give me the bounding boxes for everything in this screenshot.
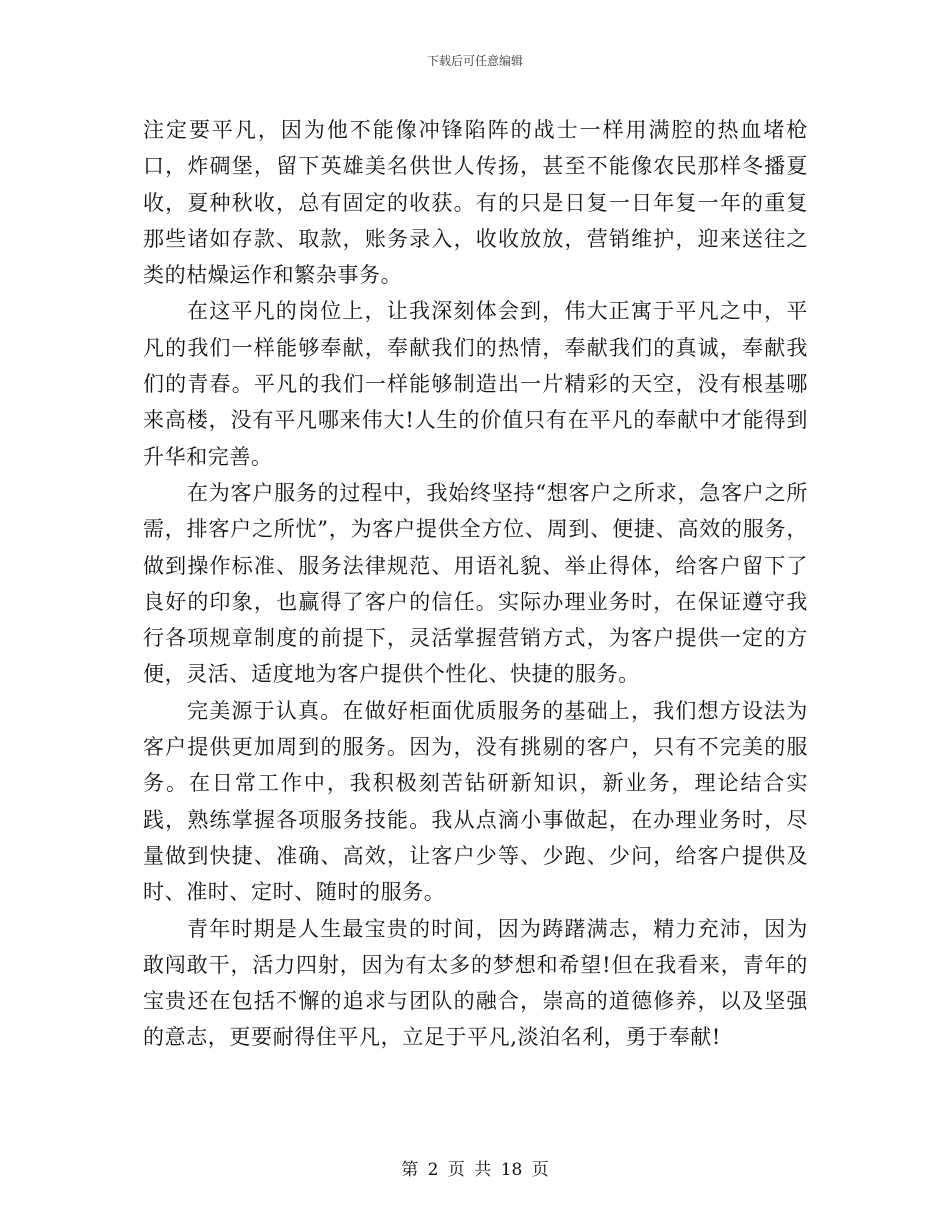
page-header-note: 下载后可任意编辑 xyxy=(426,54,523,68)
paragraph-4: 完美源于认真。在做好柜面优质服务的基础上，我们想方设法为客户提供更加周到的服务。因为，没有挑剔的客户，只有不完美的服务。在日常工作中，我积极刻苦钻研新知识，新业务，理论结合实践，熟练掌握各项服务技能。我从点滴小事做起，在办理业务时，尽量做到快捷、准确、高效，让客户少等、少跑、少问，给客户提供及时、准时、定时、随时的服务。 xyxy=(143,698,808,905)
paragraph-1: 注定要平凡，因为他不能像冲锋陷阵的战士一样用满腔的热血堵枪口，炸碉堡，留下英雄美名供世人传扬，甚至不能像农民那样冬播夏收，夏种秋收，总有固定的收获。有的只是日复一日年复一年的重复那些诸如存款、取款，账务录入，收收放放，营销维护，迎来送往之类的枯燥运作和繁杂事务。 xyxy=(143,118,808,288)
document-body xyxy=(143,112,808,1056)
page-number-footer: 第 2 页 共 18 页 xyxy=(401,1160,549,1180)
paragraph-2: 在这平凡的岗位上，让我深刻体会到，伟大正寓于平凡之中，平凡的我们一样能够奉献，奉献我们的热情，奉献我们的真诚，奉献我们的青春。平凡的我们一样能够制造出一片精彩的天空，没有根基哪来高楼，没有平凡哪来伟大!人生的价值只有在平凡的奉献中才能得到升华和完善。 xyxy=(143,299,808,469)
paragraph-3: 在为客户服务的过程中，我始终坚持“想客户之所求，急客户之所需，排客户之所忧”，为客户提供全方位、周到、便捷、高效的服务，做到操作标准、服务法律规范、用语礼貌、举止得体，给客户留下了良好的印象，也赢得了客户的信任。实际办理业务时，在保证遵守我行各项规章制度的前提下，灵活掌握营销方式，为客户提供一定的方便，灵活、适度地为客户提供个性化、快捷的服务。 xyxy=(143,480,808,687)
paragraph-5: 青年时期是人生最宝贵的时间，因为踌躇满志，精力充沛，因为敢闯敢干，活力四射，因为有太多的梦想和希望!但在我看来，青年的宝贵还在包括不懈的追求与团队的融合，崇高的道德修养，以及坚强的意志，更要耐得住平凡，立足于平凡,淡泊名利，勇于奉献! xyxy=(143,916,808,1050)
